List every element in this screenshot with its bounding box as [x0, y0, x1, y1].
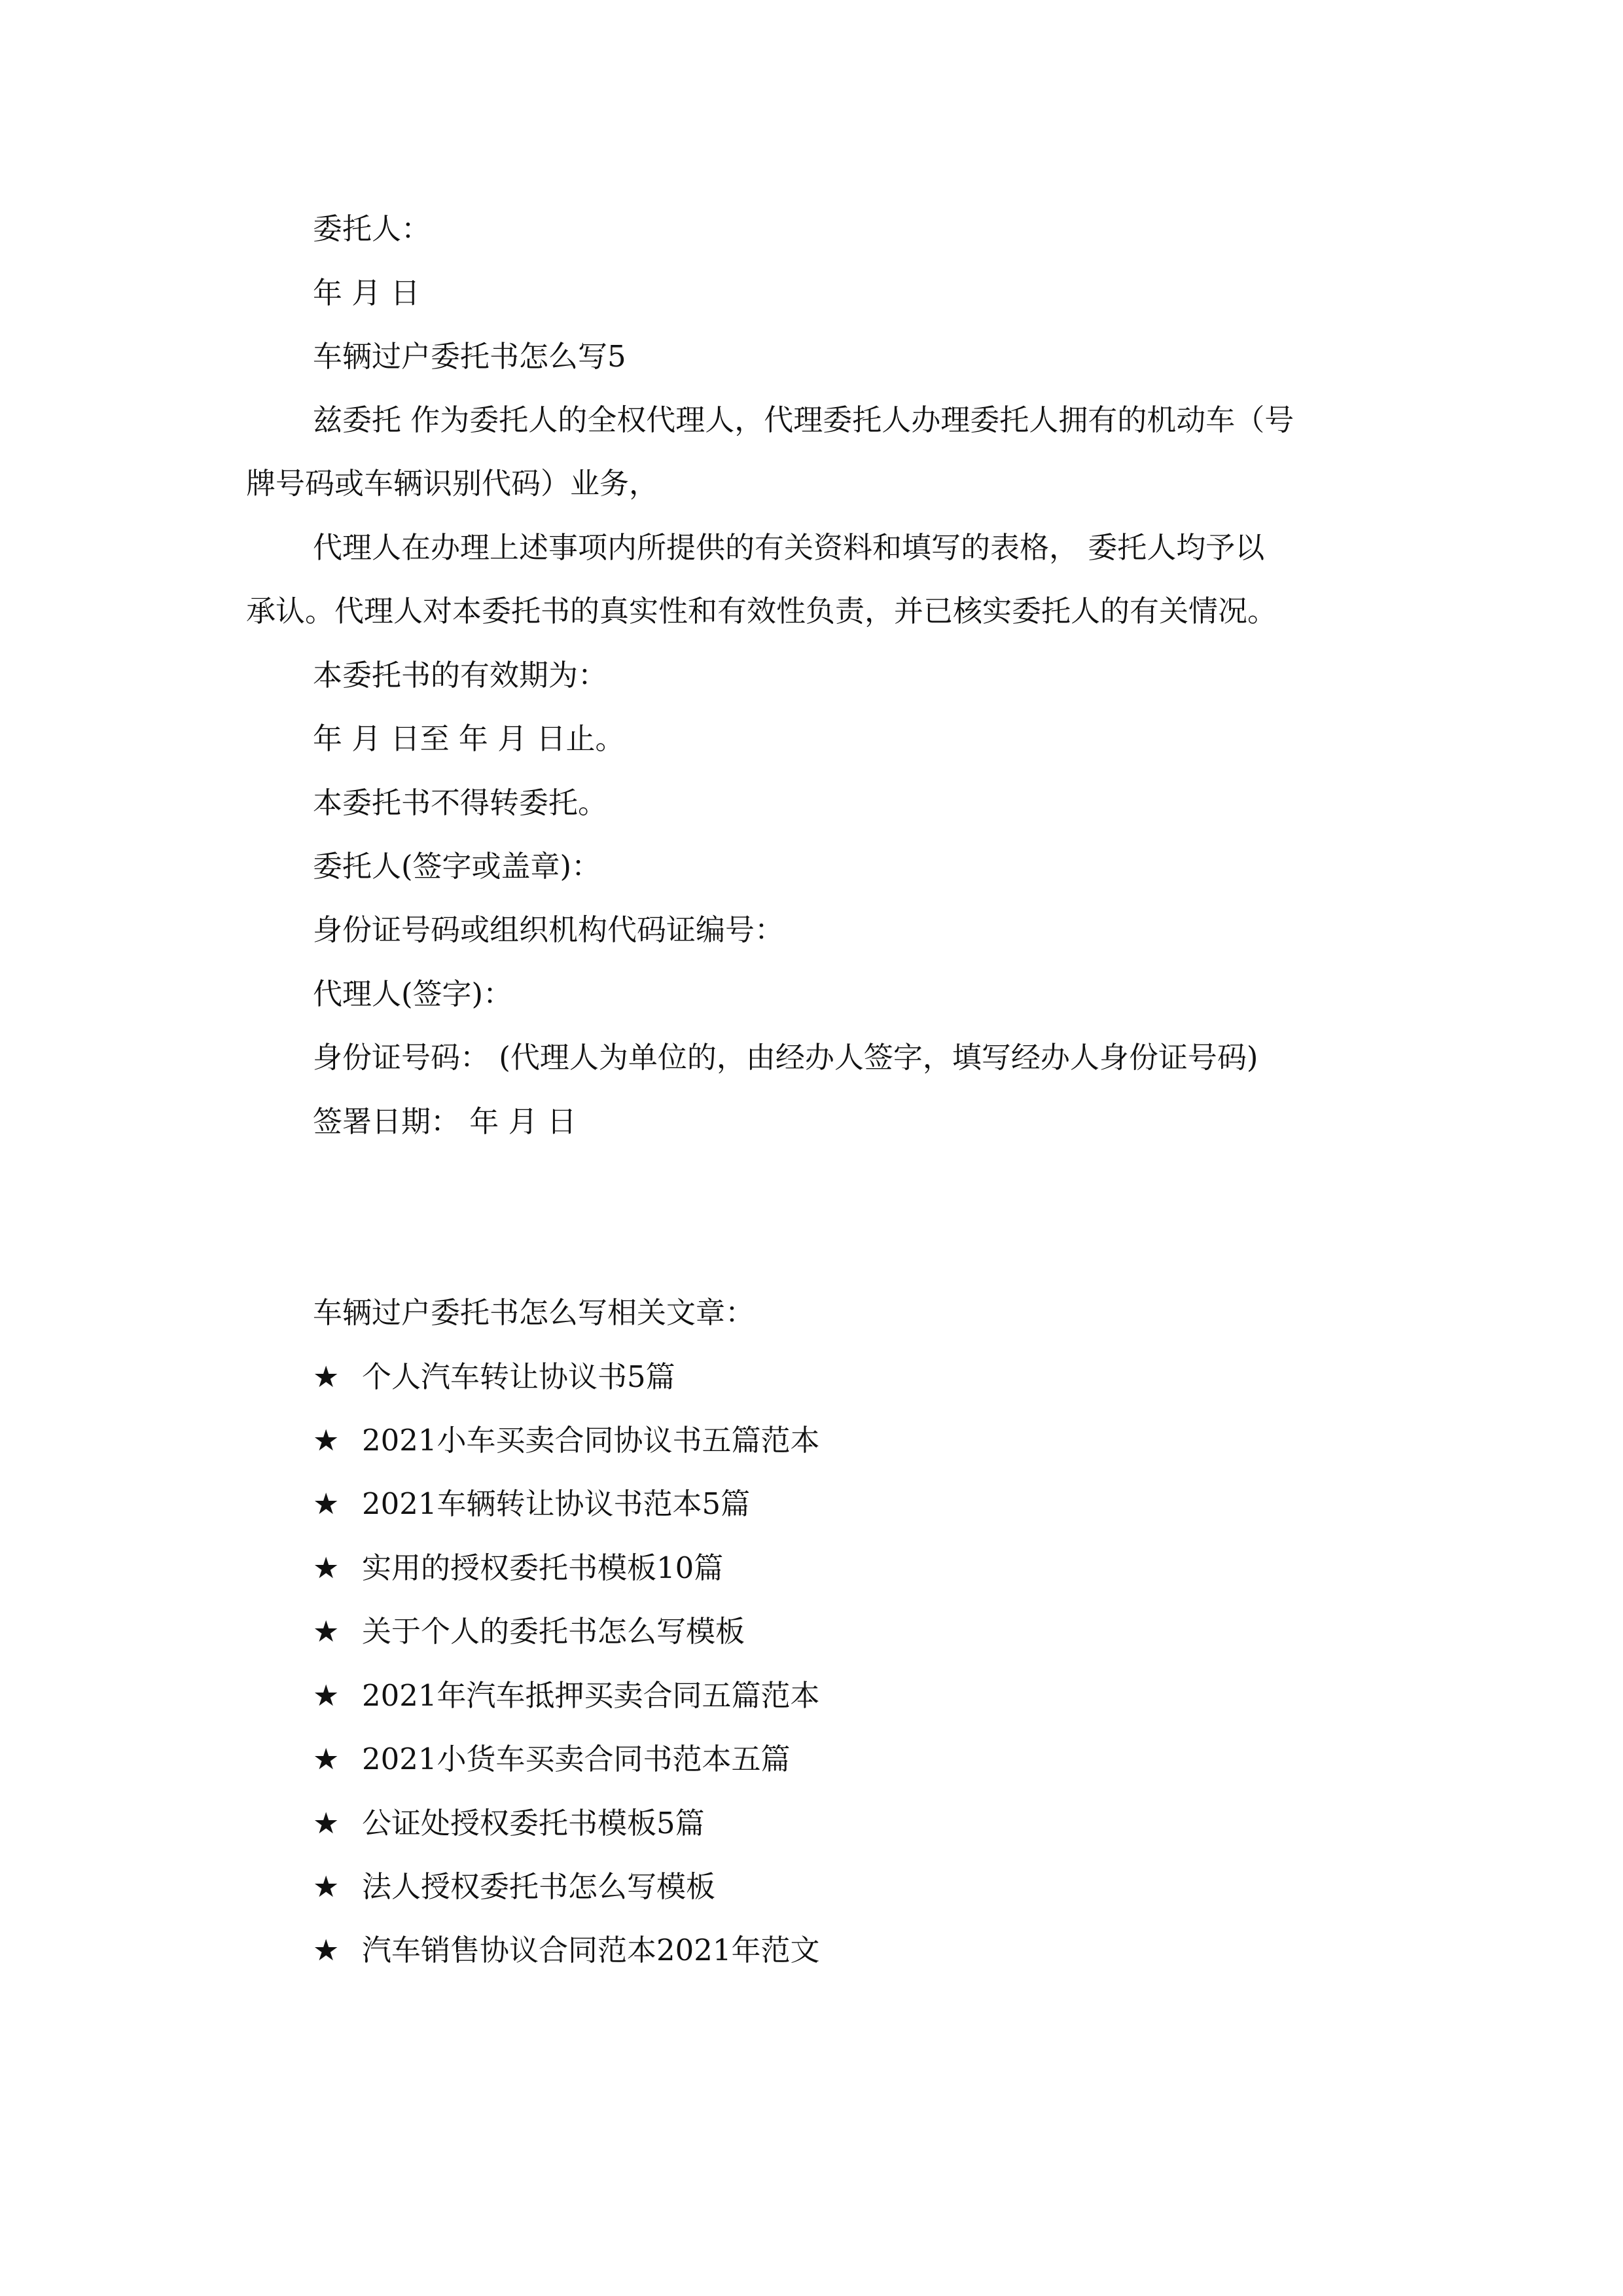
paragraph-line: 代理人在办理上述事项内所提供的有关资料和填写的表格， 委托人均予以: [313, 530, 1265, 565]
agent-signature-label: 代理人(签字)：: [313, 977, 513, 1011]
related-article-link[interactable]: ★ 2021小货车买卖合同书范本五篇: [313, 1740, 791, 1779]
related-article-link[interactable]: ★ 实用的授权委托书模板10篇: [313, 1549, 723, 1588]
star-icon: ★: [313, 1869, 340, 1904]
principal-label: 委托人：: [313, 211, 431, 246]
star-icon: ★: [313, 1933, 340, 1967]
related-article-link[interactable]: ★ 2021小车买卖合同协议书五篇范本: [313, 1421, 820, 1460]
related-article-link[interactable]: ★ 汽车销售协议合同范本2021年范文: [313, 1931, 820, 1970]
validity-period: 年 月 日至 年 月 日止。: [313, 721, 625, 756]
paragraph-line: 承认。代理人对本委托书的真实性和有效性负责，并已核实委托人的有关情况。: [246, 594, 1277, 628]
star-icon: ★: [313, 1359, 340, 1394]
related-article-link[interactable]: ★ 关于个人的委托书怎么写模板: [313, 1612, 745, 1651]
related-article-link[interactable]: ★ 2021年汽车抵押买卖合同五篇范本: [313, 1676, 820, 1715]
agent-id-label: 身份证号码： (代理人为单位的，由经办人签字，填写经办人身份证号码): [313, 1040, 1258, 1075]
principal-id-label: 身份证号码或组织机构代码证编号：: [313, 912, 785, 947]
signing-date-label: 签署日期： 年 月 日: [313, 1104, 577, 1139]
related-article-link[interactable]: ★ 法人授权委托书怎么写模板: [313, 1867, 715, 1907]
star-icon: ★: [313, 1486, 340, 1521]
related-articles-heading: 车辆过户委托书怎么写相关文章：: [313, 1295, 755, 1330]
section-title: 车辆过户委托书怎么写5: [313, 339, 626, 374]
star-icon: ★: [313, 1742, 340, 1776]
related-article-link[interactable]: ★ 个人汽车转让协议书5篇: [313, 1357, 675, 1397]
no-subdelegation-note: 本委托书不得转委托。: [313, 785, 608, 820]
star-icon: ★: [313, 1678, 340, 1713]
paragraph-line: 牌号码或车辆识别代码）业务，: [246, 466, 659, 501]
paragraph-line: 兹委托 作为委托人的全权代理人，代理委托人办理委托人拥有的机动车（号: [313, 403, 1294, 437]
star-icon: ★: [313, 1806, 340, 1840]
star-icon: ★: [313, 1551, 340, 1585]
star-icon: ★: [313, 1423, 340, 1458]
related-article-link[interactable]: ★ 公证处授权委托书模板5篇: [313, 1804, 705, 1843]
related-article-link[interactable]: ★ 2021车辆转让协议书范本5篇: [313, 1484, 750, 1524]
date-line: 年 月 日: [313, 276, 420, 310]
validity-label: 本委托书的有效期为：: [313, 658, 608, 692]
star-icon: ★: [313, 1614, 340, 1649]
principal-signature-label: 委托人(签字或盖章)：: [313, 849, 601, 884]
